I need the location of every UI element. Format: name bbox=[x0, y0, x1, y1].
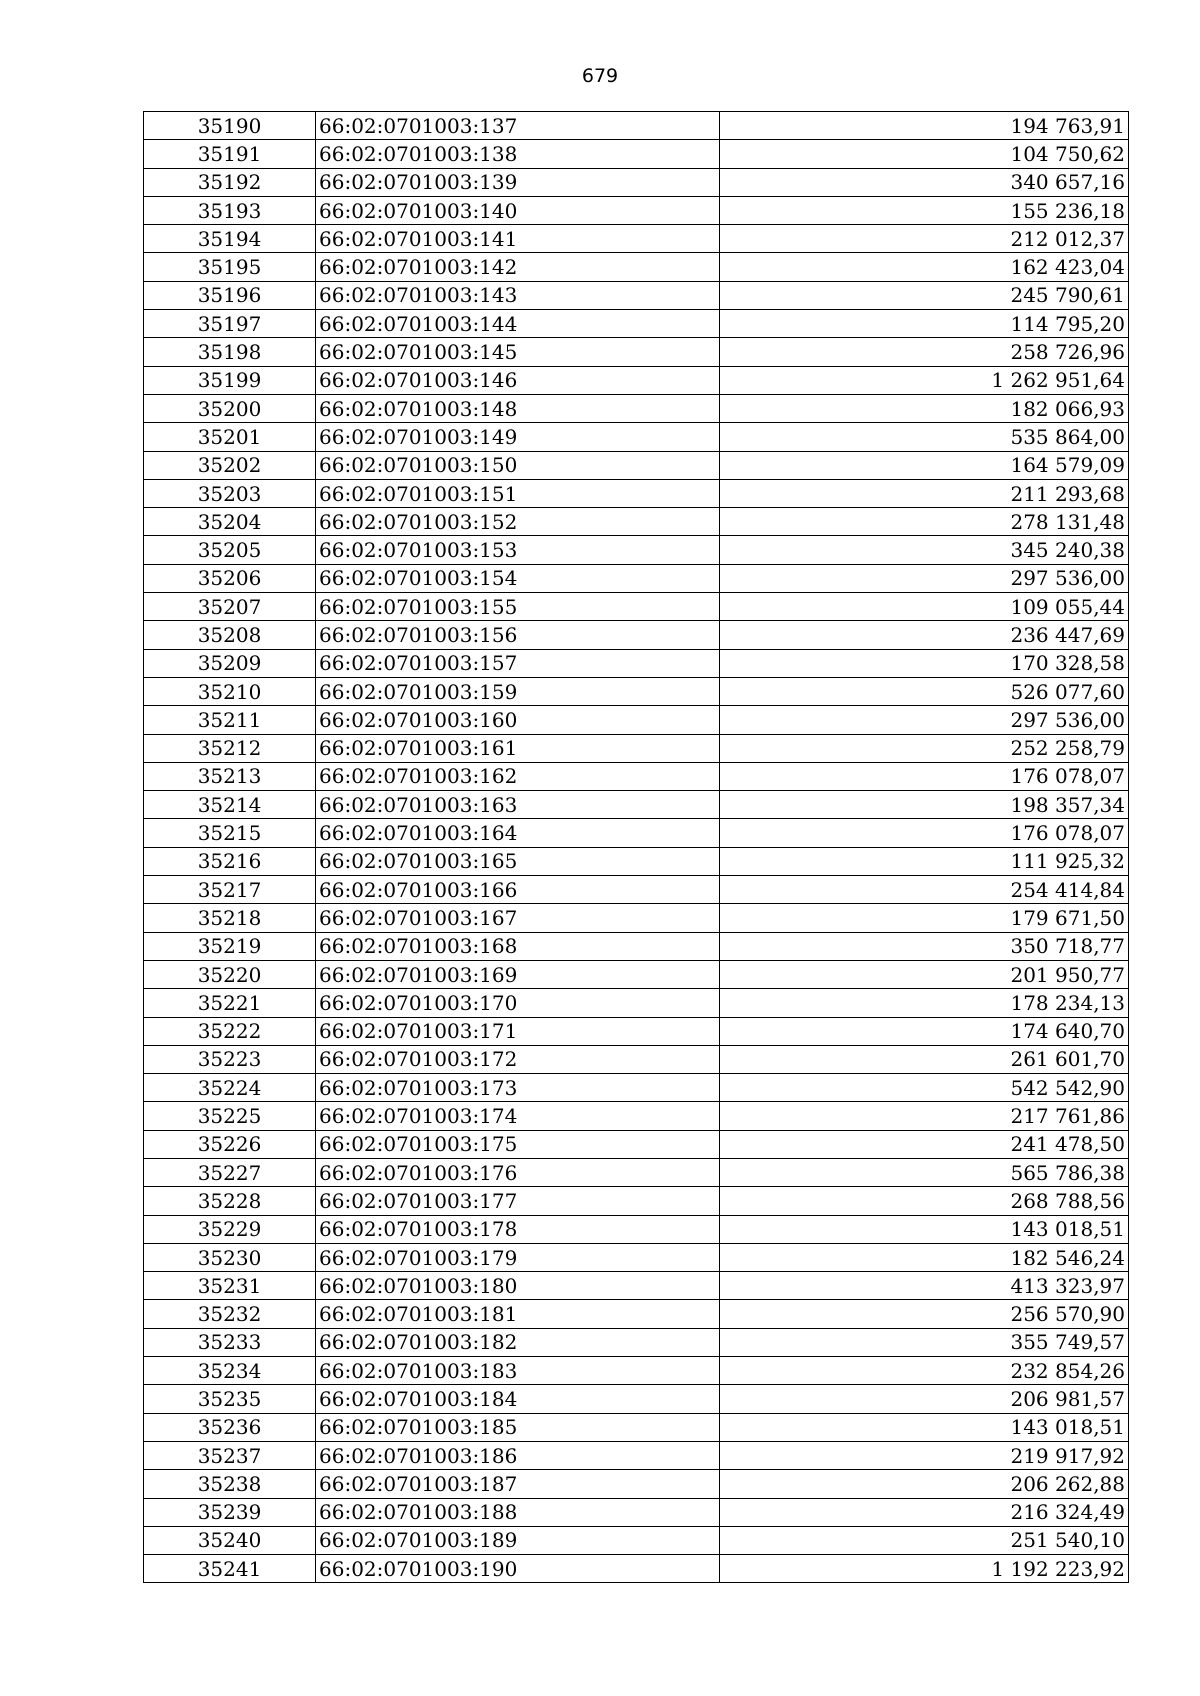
cadastral-value-cell: 340 657,16 bbox=[720, 168, 1129, 196]
table-row bbox=[144, 677, 1129, 705]
cadastral-value-cell: 297 536,00 bbox=[720, 564, 1129, 592]
table-row bbox=[144, 621, 1129, 649]
row-number-cell: 35203 bbox=[144, 479, 316, 507]
cadastral-number-cell: 66:02:0701003:181 bbox=[316, 1300, 720, 1328]
row-number-cell: 35202 bbox=[144, 451, 316, 479]
cadastral-value-cell: 217 761,86 bbox=[720, 1102, 1129, 1130]
row-number-cell: 35219 bbox=[144, 932, 316, 960]
row-number-cell: 35200 bbox=[144, 394, 316, 422]
table-row bbox=[144, 876, 1129, 904]
row-number-cell: 35232 bbox=[144, 1300, 316, 1328]
cadastral-value-cell: 278 131,48 bbox=[720, 508, 1129, 536]
table-row bbox=[144, 253, 1129, 281]
table-row bbox=[144, 564, 1129, 592]
cadastral-value-cell: 206 262,88 bbox=[720, 1470, 1129, 1498]
data-table bbox=[143, 111, 1129, 1583]
cadastral-value-cell: 413 323,97 bbox=[720, 1272, 1129, 1300]
cadastral-number-cell: 66:02:0701003:163 bbox=[316, 791, 720, 819]
row-number-cell: 35217 bbox=[144, 876, 316, 904]
row-number-cell: 35208 bbox=[144, 621, 316, 649]
row-number-cell: 35238 bbox=[144, 1470, 316, 1498]
cadastral-number-cell: 66:02:0701003:164 bbox=[316, 819, 720, 847]
row-number-cell: 35237 bbox=[144, 1441, 316, 1469]
cadastral-number-cell: 66:02:0701003:165 bbox=[316, 847, 720, 875]
cadastral-value-cell: 143 018,51 bbox=[720, 1215, 1129, 1243]
table-row bbox=[144, 1045, 1129, 1073]
cadastral-number-cell: 66:02:0701003:172 bbox=[316, 1045, 720, 1073]
table-row bbox=[144, 706, 1129, 734]
cadastral-value-cell: 201 950,77 bbox=[720, 960, 1129, 988]
cadastral-number-cell: 66:02:0701003:152 bbox=[316, 508, 720, 536]
table-row bbox=[144, 1243, 1129, 1271]
table-body bbox=[144, 112, 1129, 1583]
table-row bbox=[144, 196, 1129, 224]
table-row bbox=[144, 1470, 1129, 1498]
cadastral-number-cell: 66:02:0701003:167 bbox=[316, 904, 720, 932]
cadastral-value-cell: 206 981,57 bbox=[720, 1385, 1129, 1413]
cadastral-number-cell: 66:02:0701003:183 bbox=[316, 1357, 720, 1385]
table-row bbox=[144, 904, 1129, 932]
row-number-cell: 35191 bbox=[144, 140, 316, 168]
cadastral-number-cell: 66:02:0701003:171 bbox=[316, 1017, 720, 1045]
cadastral-value-cell: 256 570,90 bbox=[720, 1300, 1129, 1328]
table-row bbox=[144, 649, 1129, 677]
cadastral-number-cell: 66:02:0701003:146 bbox=[316, 366, 720, 394]
row-number-cell: 35221 bbox=[144, 989, 316, 1017]
cadastral-value-cell: 114 795,20 bbox=[720, 310, 1129, 338]
table-row bbox=[144, 932, 1129, 960]
row-number-cell: 35241 bbox=[144, 1555, 316, 1583]
cadastral-number-cell: 66:02:0701003:189 bbox=[316, 1526, 720, 1554]
cadastral-number-cell: 66:02:0701003:187 bbox=[316, 1470, 720, 1498]
table-row bbox=[144, 310, 1129, 338]
table-row bbox=[144, 338, 1129, 366]
table-row bbox=[144, 366, 1129, 394]
cadastral-value-cell: 345 240,38 bbox=[720, 536, 1129, 564]
cadastral-value-cell: 350 718,77 bbox=[720, 932, 1129, 960]
cadastral-number-cell: 66:02:0701003:160 bbox=[316, 706, 720, 734]
cadastral-number-cell: 66:02:0701003:141 bbox=[316, 225, 720, 253]
cadastral-number-cell: 66:02:0701003:179 bbox=[316, 1243, 720, 1271]
row-number-cell: 35196 bbox=[144, 281, 316, 309]
row-number-cell: 35216 bbox=[144, 847, 316, 875]
row-number-cell: 35230 bbox=[144, 1243, 316, 1271]
row-number-cell: 35193 bbox=[144, 196, 316, 224]
cadastral-value-cell: 109 055,44 bbox=[720, 593, 1129, 621]
cadastral-value-cell: 245 790,61 bbox=[720, 281, 1129, 309]
cadastral-value-cell: 254 414,84 bbox=[720, 876, 1129, 904]
row-number-cell: 35192 bbox=[144, 168, 316, 196]
cadastral-number-cell: 66:02:0701003:155 bbox=[316, 593, 720, 621]
cadastral-number-cell: 66:02:0701003:156 bbox=[316, 621, 720, 649]
cadastral-number-cell: 66:02:0701003:139 bbox=[316, 168, 720, 196]
row-number-cell: 35223 bbox=[144, 1045, 316, 1073]
cadastral-number-cell: 66:02:0701003:177 bbox=[316, 1187, 720, 1215]
cadastral-value-cell: 212 012,37 bbox=[720, 225, 1129, 253]
cadastral-number-cell: 66:02:0701003:176 bbox=[316, 1158, 720, 1186]
cadastral-number-cell: 66:02:0701003:159 bbox=[316, 677, 720, 705]
cadastral-number-cell: 66:02:0701003:162 bbox=[316, 762, 720, 790]
table-row bbox=[144, 734, 1129, 762]
table-row bbox=[144, 1187, 1129, 1215]
cadastral-value-cell: 565 786,38 bbox=[720, 1158, 1129, 1186]
cadastral-number-cell: 66:02:0701003:161 bbox=[316, 734, 720, 762]
row-number-cell: 35210 bbox=[144, 677, 316, 705]
table-row bbox=[144, 1158, 1129, 1186]
row-number-cell: 35235 bbox=[144, 1385, 316, 1413]
row-number-cell: 35233 bbox=[144, 1328, 316, 1356]
row-number-cell: 35212 bbox=[144, 734, 316, 762]
row-number-cell: 35218 bbox=[144, 904, 316, 932]
cadastral-value-cell: 164 579,09 bbox=[720, 451, 1129, 479]
table-row bbox=[144, 989, 1129, 1017]
table-row bbox=[144, 394, 1129, 422]
table-row bbox=[144, 281, 1129, 309]
cadastral-number-cell: 66:02:0701003:140 bbox=[316, 196, 720, 224]
table-row bbox=[144, 1357, 1129, 1385]
table-row bbox=[144, 1017, 1129, 1045]
table-row bbox=[144, 1441, 1129, 1469]
cadastral-number-cell: 66:02:0701003:145 bbox=[316, 338, 720, 366]
table-row bbox=[144, 168, 1129, 196]
cadastral-value-table bbox=[143, 111, 1129, 1583]
cadastral-number-cell: 66:02:0701003:178 bbox=[316, 1215, 720, 1243]
cadastral-value-cell: 219 917,92 bbox=[720, 1441, 1129, 1469]
row-number-cell: 35214 bbox=[144, 791, 316, 819]
table-row bbox=[144, 960, 1129, 988]
cadastral-value-cell: 111 925,32 bbox=[720, 847, 1129, 875]
cadastral-value-cell: 241 478,50 bbox=[720, 1130, 1129, 1158]
table-row bbox=[144, 451, 1129, 479]
cadastral-number-cell: 66:02:0701003:188 bbox=[316, 1498, 720, 1526]
table-row bbox=[144, 508, 1129, 536]
table-row bbox=[144, 423, 1129, 451]
cadastral-number-cell: 66:02:0701003:180 bbox=[316, 1272, 720, 1300]
cadastral-value-cell: 258 726,96 bbox=[720, 338, 1129, 366]
row-number-cell: 35194 bbox=[144, 225, 316, 253]
cadastral-number-cell: 66:02:0701003:148 bbox=[316, 394, 720, 422]
table-row bbox=[144, 819, 1129, 847]
cadastral-number-cell: 66:02:0701003:153 bbox=[316, 536, 720, 564]
cadastral-value-cell: 216 324,49 bbox=[720, 1498, 1129, 1526]
cadastral-value-cell: 542 542,90 bbox=[720, 1074, 1129, 1102]
row-number-cell: 35229 bbox=[144, 1215, 316, 1243]
cadastral-number-cell: 66:02:0701003:138 bbox=[316, 140, 720, 168]
cadastral-number-cell: 66:02:0701003:150 bbox=[316, 451, 720, 479]
cadastral-value-cell: 1 192 223,92 bbox=[720, 1555, 1129, 1583]
row-number-cell: 35226 bbox=[144, 1130, 316, 1158]
row-number-cell: 35206 bbox=[144, 564, 316, 592]
page-number: 679 bbox=[581, 65, 619, 87]
cadastral-value-cell: 178 234,13 bbox=[720, 989, 1129, 1017]
cadastral-number-cell: 66:02:0701003:185 bbox=[316, 1413, 720, 1441]
table-row bbox=[144, 791, 1129, 819]
cadastral-value-cell: 182 546,24 bbox=[720, 1243, 1129, 1271]
cadastral-value-cell: 143 018,51 bbox=[720, 1413, 1129, 1441]
row-number-cell: 35209 bbox=[144, 649, 316, 677]
table-row bbox=[144, 593, 1129, 621]
row-number-cell: 35211 bbox=[144, 706, 316, 734]
row-number-cell: 35231 bbox=[144, 1272, 316, 1300]
cadastral-value-cell: 176 078,07 bbox=[720, 819, 1129, 847]
row-number-cell: 35234 bbox=[144, 1357, 316, 1385]
row-number-cell: 35222 bbox=[144, 1017, 316, 1045]
row-number-cell: 35199 bbox=[144, 366, 316, 394]
cadastral-value-cell: 261 601,70 bbox=[720, 1045, 1129, 1073]
cadastral-value-cell: 526 077,60 bbox=[720, 677, 1129, 705]
cadastral-value-cell: 1 262 951,64 bbox=[720, 366, 1129, 394]
row-number-cell: 35240 bbox=[144, 1526, 316, 1554]
cadastral-number-cell: 66:02:0701003:151 bbox=[316, 479, 720, 507]
row-number-cell: 35201 bbox=[144, 423, 316, 451]
cadastral-value-cell: 162 423,04 bbox=[720, 253, 1129, 281]
cadastral-number-cell: 66:02:0701003:174 bbox=[316, 1102, 720, 1130]
cadastral-value-cell: 155 236,18 bbox=[720, 196, 1129, 224]
row-number-cell: 35224 bbox=[144, 1074, 316, 1102]
row-number-cell: 35190 bbox=[144, 112, 316, 140]
row-number-cell: 35204 bbox=[144, 508, 316, 536]
cadastral-value-cell: 211 293,68 bbox=[720, 479, 1129, 507]
cadastral-number-cell: 66:02:0701003:170 bbox=[316, 989, 720, 1017]
table-row bbox=[144, 225, 1129, 253]
row-number-cell: 35236 bbox=[144, 1413, 316, 1441]
cadastral-number-cell: 66:02:0701003:190 bbox=[316, 1555, 720, 1583]
cadastral-number-cell: 66:02:0701003:173 bbox=[316, 1074, 720, 1102]
row-number-cell: 35239 bbox=[144, 1498, 316, 1526]
row-number-cell: 35197 bbox=[144, 310, 316, 338]
table-row bbox=[144, 762, 1129, 790]
table-row bbox=[144, 847, 1129, 875]
table-row bbox=[144, 1215, 1129, 1243]
cadastral-value-cell: 236 447,69 bbox=[720, 621, 1129, 649]
table-row bbox=[144, 536, 1129, 564]
row-number-cell: 35198 bbox=[144, 338, 316, 366]
table-row bbox=[144, 1498, 1129, 1526]
row-number-cell: 35213 bbox=[144, 762, 316, 790]
table-row bbox=[144, 1328, 1129, 1356]
table-row bbox=[144, 1130, 1129, 1158]
cadastral-value-cell: 198 357,34 bbox=[720, 791, 1129, 819]
cadastral-value-cell: 297 536,00 bbox=[720, 706, 1129, 734]
cadastral-value-cell: 535 864,00 bbox=[720, 423, 1129, 451]
table-row bbox=[144, 1526, 1129, 1554]
cadastral-number-cell: 66:02:0701003:143 bbox=[316, 281, 720, 309]
row-number-cell: 35195 bbox=[144, 253, 316, 281]
table-row bbox=[144, 1300, 1129, 1328]
cadastral-number-cell: 66:02:0701003:137 bbox=[316, 112, 720, 140]
cadastral-number-cell: 66:02:0701003:142 bbox=[316, 253, 720, 281]
cadastral-value-cell: 232 854,26 bbox=[720, 1357, 1129, 1385]
table-row bbox=[144, 112, 1129, 140]
cadastral-value-cell: 194 763,91 bbox=[720, 112, 1129, 140]
cadastral-value-cell: 170 328,58 bbox=[720, 649, 1129, 677]
table-row bbox=[144, 1272, 1129, 1300]
row-number-cell: 35207 bbox=[144, 593, 316, 621]
row-number-cell: 35228 bbox=[144, 1187, 316, 1215]
table-row bbox=[144, 1385, 1129, 1413]
row-number-cell: 35215 bbox=[144, 819, 316, 847]
row-number-cell: 35225 bbox=[144, 1102, 316, 1130]
row-number-cell: 35227 bbox=[144, 1158, 316, 1186]
cadastral-number-cell: 66:02:0701003:169 bbox=[316, 960, 720, 988]
table-row bbox=[144, 1555, 1129, 1583]
table-row bbox=[144, 1413, 1129, 1441]
table-row bbox=[144, 1074, 1129, 1102]
cadastral-number-cell: 66:02:0701003:154 bbox=[316, 564, 720, 592]
row-number-cell: 35220 bbox=[144, 960, 316, 988]
cadastral-number-cell: 66:02:0701003:166 bbox=[316, 876, 720, 904]
cadastral-number-cell: 66:02:0701003:175 bbox=[316, 1130, 720, 1158]
table-row bbox=[144, 1102, 1129, 1130]
cadastral-number-cell: 66:02:0701003:157 bbox=[316, 649, 720, 677]
cadastral-number-cell: 66:02:0701003:184 bbox=[316, 1385, 720, 1413]
cadastral-value-cell: 104 750,62 bbox=[720, 140, 1129, 168]
cadastral-value-cell: 268 788,56 bbox=[720, 1187, 1129, 1215]
cadastral-number-cell: 66:02:0701003:168 bbox=[316, 932, 720, 960]
row-number-cell: 35205 bbox=[144, 536, 316, 564]
cadastral-number-cell: 66:02:0701003:182 bbox=[316, 1328, 720, 1356]
cadastral-value-cell: 179 671,50 bbox=[720, 904, 1129, 932]
cadastral-value-cell: 251 540,10 bbox=[720, 1526, 1129, 1554]
table-row bbox=[144, 140, 1129, 168]
cadastral-value-cell: 176 078,07 bbox=[720, 762, 1129, 790]
table-row bbox=[144, 479, 1129, 507]
cadastral-value-cell: 355 749,57 bbox=[720, 1328, 1129, 1356]
cadastral-number-cell: 66:02:0701003:186 bbox=[316, 1441, 720, 1469]
cadastral-number-cell: 66:02:0701003:149 bbox=[316, 423, 720, 451]
cadastral-value-cell: 174 640,70 bbox=[720, 1017, 1129, 1045]
cadastral-number-cell: 66:02:0701003:144 bbox=[316, 310, 720, 338]
cadastral-value-cell: 182 066,93 bbox=[720, 394, 1129, 422]
cadastral-value-cell: 252 258,79 bbox=[720, 734, 1129, 762]
